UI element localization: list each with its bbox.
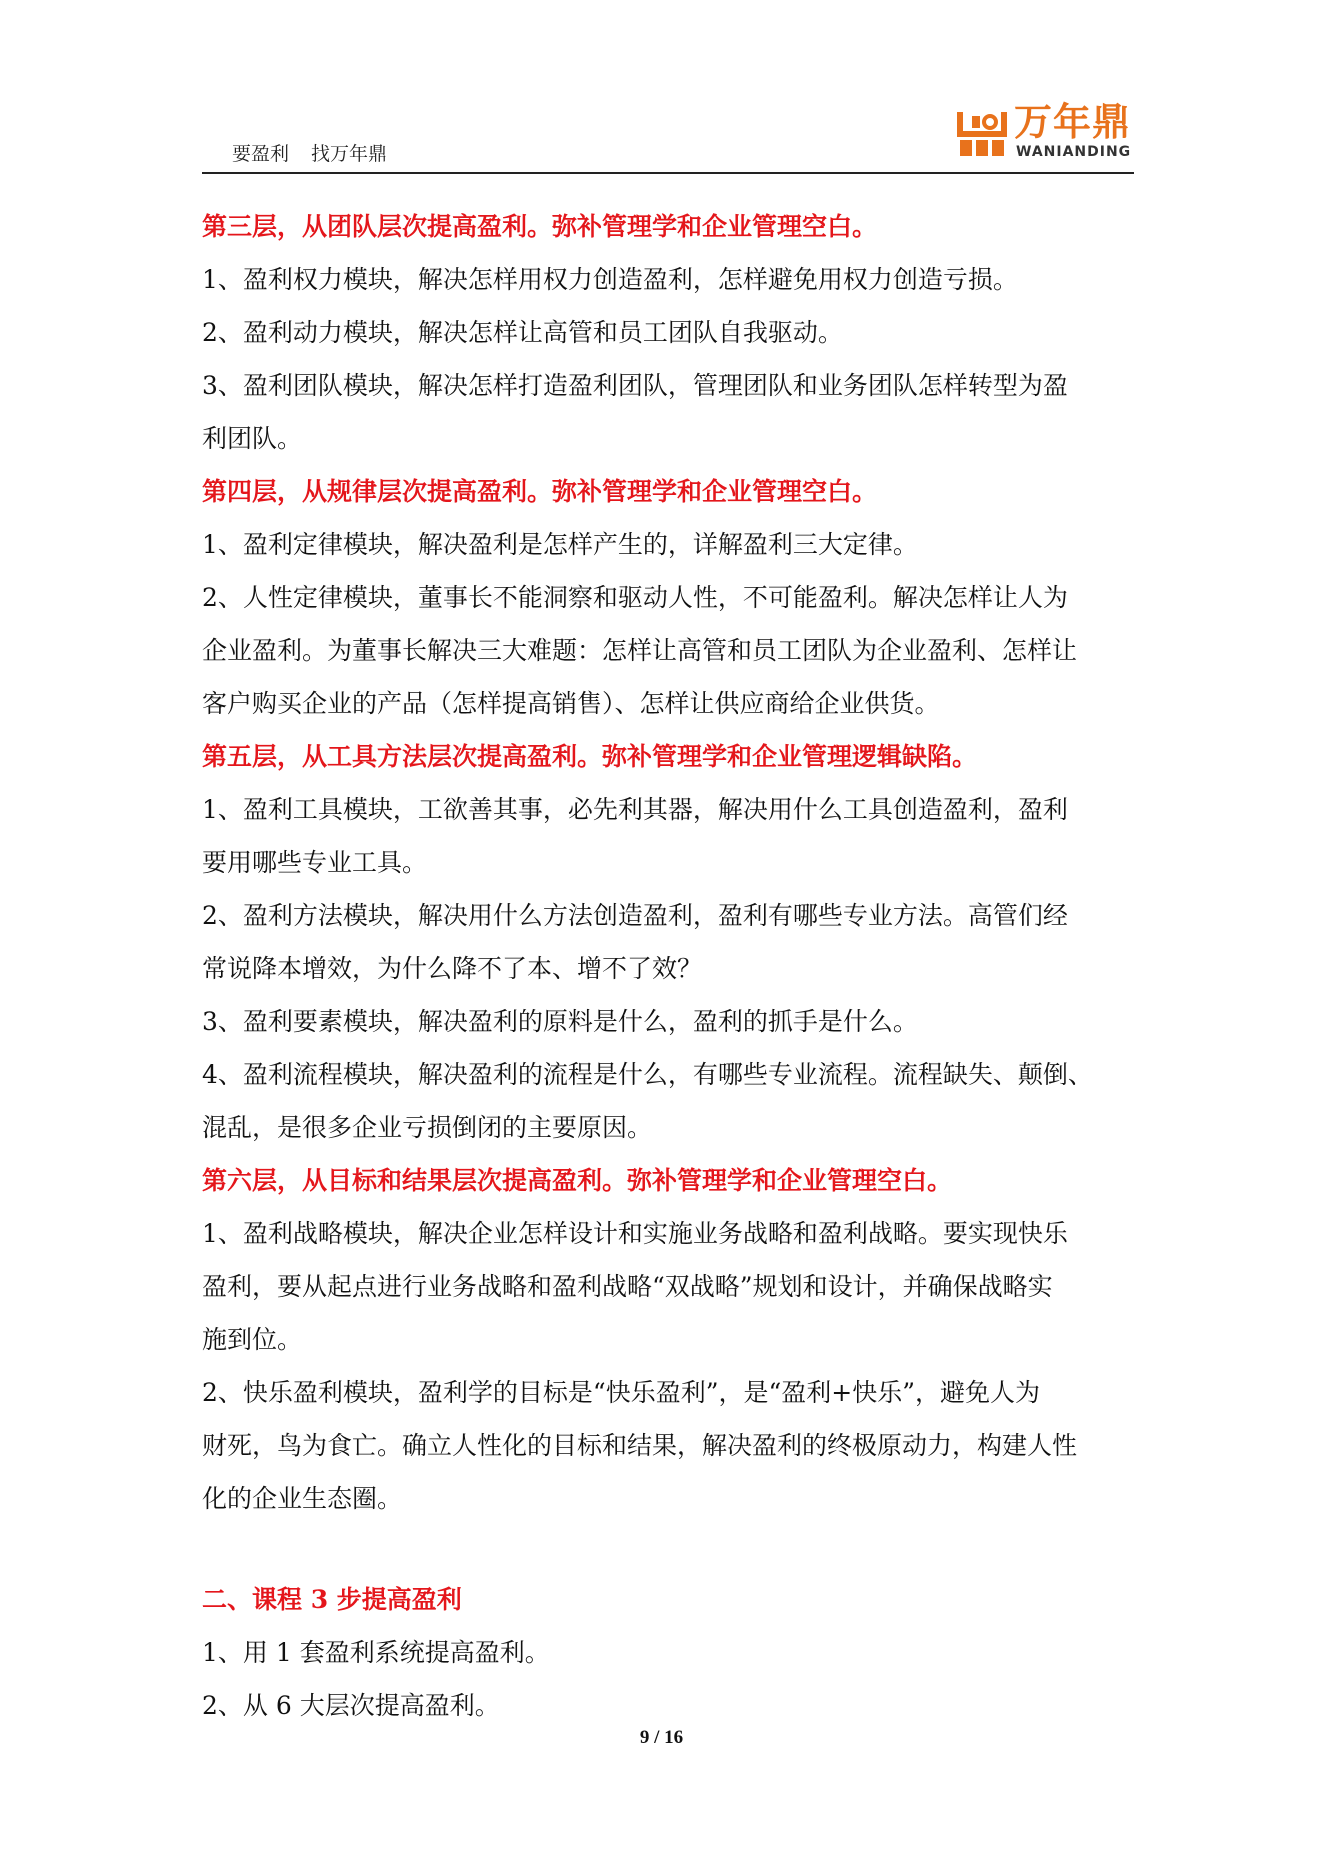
slogan-left: 要盈利	[232, 143, 290, 165]
header-divider	[202, 172, 1134, 174]
paragraph-line: 2、人性定律模块，董事长不能洞察和驱动人性，不可能盈利。解决怎样让人为	[202, 583, 1068, 612]
logo-chinese-name: 万年鼎	[1014, 100, 1132, 144]
paragraph-line: 4、盈利流程模块，解决盈利的流程是什么，有哪些专业流程。流程缺失、颠倒、	[202, 1060, 1093, 1089]
paragraph-line: 客户购买企业的产品（怎样提高销售）、怎样让供应商给企业供货。	[202, 689, 940, 718]
paragraph-line: 常说降本增效，为什么降不了本、增不了效？	[202, 954, 703, 983]
paragraph-line: 施到位。	[202, 1325, 303, 1354]
paragraph-line: 3、盈利要素模块，解决盈利的原料是什么，盈利的抓手是什么。	[202, 1007, 918, 1036]
slogan-right: 找万年鼎	[311, 143, 388, 165]
paragraph-line: 1、盈利权力模块，解决怎样用权力创造盈利，怎样避免用权力创造亏损。	[202, 265, 1018, 294]
logo-mark-icon	[956, 108, 1008, 160]
document-body	[202, 200, 1134, 1732]
paragraph-line: 利团队。	[202, 424, 303, 453]
page-header	[202, 96, 1134, 174]
paragraph-line: 1、盈利战略模块，解决企业怎样设计和实施业务战略和盈利战略。要实现快乐	[202, 1219, 1068, 1248]
paragraph-line: 2、盈利动力模块，解决怎样让高管和员工团队自我驱动。	[202, 318, 843, 347]
header-slogan	[232, 139, 409, 166]
paragraph-line: 盈利，要从起点进行业务战略和盈利战略“双战略”规划和设计，并确保战略实	[202, 1272, 1053, 1301]
paragraph-line: 企业盈利。为董事长解决三大难题：怎样让高管和员工团队为企业盈利、怎样让	[202, 636, 1078, 665]
section2-heading: 二、课程 3 步提高盈利	[202, 1585, 462, 1614]
section-spacer	[202, 1525, 1134, 1573]
paragraph-line: 混乱，是很多企业亏损倒闭的主要原因。	[202, 1113, 653, 1142]
company-logo	[956, 100, 1134, 164]
paragraph-line: 2、快乐盈利模块，盈利学的目标是“快乐盈利”，是“盈利+快乐”，避免人为	[202, 1378, 1040, 1407]
paragraph-line: 1、盈利定律模块，解决盈利是怎样产生的，详解盈利三大定律。	[202, 530, 918, 559]
paragraph-line: 2、盈利方法模块，解决用什么方法创造盈利，盈利有哪些专业方法。高管们经	[202, 901, 1068, 930]
layer4-heading: 第四层，从规律层次提高盈利。弥补管理学和企业管理空白。	[202, 477, 878, 506]
logo-english-name: WANIANDING	[1016, 144, 1132, 160]
section2-item: 1、用 1 套盈利系统提高盈利。	[202, 1638, 550, 1667]
paragraph-line: 化的企业生态圈。	[202, 1484, 403, 1513]
paragraph-line: 要用哪些专业工具。	[202, 848, 428, 877]
paragraph-line: 1、盈利工具模块，工欲善其事，必先利其器，解决用什么工具创造盈利，盈利	[202, 795, 1068, 824]
layer3-heading: 第三层，从团队层次提高盈利。弥补管理学和企业管理空白。	[202, 212, 878, 241]
paragraph-line: 财死，鸟为食亡。确立人性化的目标和结果，解决盈利的终极原动力，构建人性	[202, 1431, 1078, 1460]
section2-item: 2、从 6 大层次提高盈利。	[202, 1691, 500, 1720]
page-number: 9 / 16	[639, 1727, 684, 1748]
paragraph-line: 3、盈利团队模块，解决怎样打造盈利团队，管理团队和业务团队怎样转型为盈	[202, 371, 1068, 400]
layer5-heading: 第五层，从工具方法层次提高盈利。弥补管理学和企业管理逻辑缺陷。	[202, 742, 978, 771]
layer6-heading: 第六层，从目标和结果层次提高盈利。弥补管理学和企业管理空白。	[202, 1166, 953, 1195]
